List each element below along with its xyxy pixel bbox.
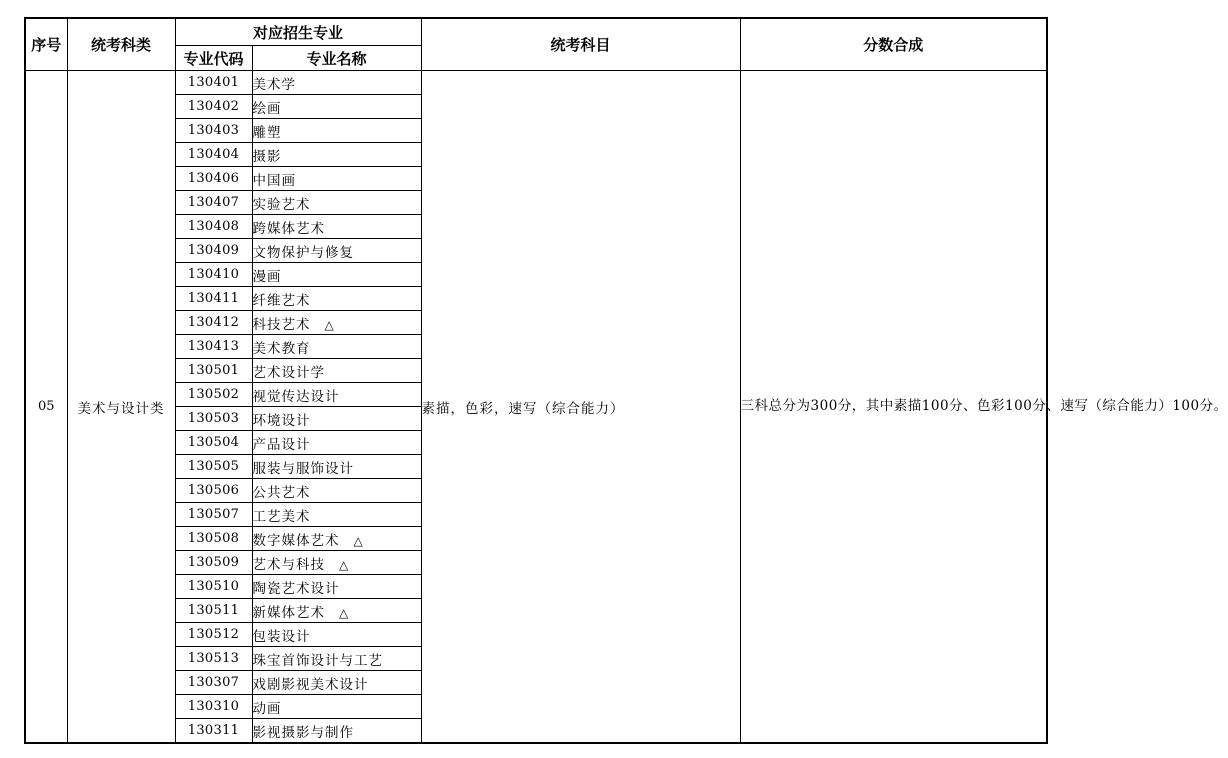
major-name: 文物保护与修复 [252,244,354,261]
major-name: 新媒体艺术 [252,604,325,621]
major-code: 130411 [175,287,252,311]
header-category: 统考科类 [67,18,175,71]
header-name: 专业名称 [252,46,421,71]
major-code: 130402 [175,95,252,119]
major-code: 130512 [175,623,252,647]
major-code: 130509 [175,551,252,575]
major-name-cell [252,623,421,647]
major-name-cell [252,215,421,239]
major-name-cell [252,263,421,287]
major-code: 130307 [175,671,252,695]
major-name: 视觉传达设计 [252,388,340,405]
major-code: 130511 [175,599,252,623]
triangle-mark-icon: △ [324,317,335,332]
major-name: 美术学 [252,76,296,93]
major-name-cell [252,335,421,359]
major-name-cell [252,599,421,623]
header-subjects: 统考科目 [421,18,740,71]
major-name: 绘画 [252,100,282,117]
major-code: 130409 [175,239,252,263]
triangle-mark-icon: △ [339,605,350,620]
major-name: 戏剧影视美术设计 [252,676,369,693]
major-name: 纤维艺术 [252,292,311,309]
major-name-cell [252,647,421,671]
table-row [25,71,1047,95]
major-name: 中国画 [252,172,296,189]
major-name: 动画 [252,700,282,717]
row-score: 三科总分为300分，其中素描100分、色彩100分、速写（综合能力）100分。 [740,71,1047,744]
major-code: 130404 [175,143,252,167]
major-name: 服装与服饰设计 [252,460,354,477]
header-seq: 序号 [25,18,67,71]
major-name-cell [252,575,421,599]
major-code: 130310 [175,695,252,719]
major-code: 130408 [175,215,252,239]
major-name-cell [252,407,421,431]
major-name: 跨媒体艺术 [252,220,325,237]
row-category: 美术与设计类 [67,71,175,744]
major-code: 130507 [175,503,252,527]
major-code: 130412 [175,311,252,335]
major-name-cell [252,191,421,215]
major-name: 摄影 [252,148,282,165]
major-code: 130403 [175,119,252,143]
major-code: 130502 [175,383,252,407]
major-code: 130311 [175,719,252,744]
major-name-cell [252,311,421,335]
major-name-cell [252,503,421,527]
major-name: 珠宝首饰设计与工艺 [252,652,383,669]
major-code: 130504 [175,431,252,455]
major-name-cell [252,431,421,455]
major-name-cell [252,695,421,719]
major-name: 艺术与科技 [252,556,325,573]
major-name-cell [252,167,421,191]
major-name: 实验艺术 [252,196,311,213]
major-name-cell [252,719,421,744]
major-code: 130401 [175,71,252,95]
major-name: 产品设计 [252,436,311,453]
admission-table [24,17,1228,744]
major-code: 130413 [175,335,252,359]
header-score: 分数合成 [740,18,1047,71]
major-name-cell [252,671,421,695]
major-name-cell [252,95,421,119]
major-name: 工艺美术 [252,508,311,525]
major-code: 130506 [175,479,252,503]
major-name-cell [252,527,421,551]
major-name: 包装设计 [252,628,311,645]
major-name-cell [252,383,421,407]
major-name: 影视摄影与制作 [252,724,354,741]
major-name: 艺术设计学 [252,364,325,381]
major-code: 130406 [175,167,252,191]
major-name: 数字媒体艺术 [252,532,340,549]
major-name-cell [252,119,421,143]
major-name: 科技艺术 [252,316,311,333]
row-subjects: 素描，色彩，速写（综合能力） [421,71,740,744]
major-name-cell [252,551,421,575]
major-name: 漫画 [252,268,282,285]
major-name-cell [252,359,421,383]
major-name-cell [252,71,421,95]
major-name-cell [252,455,421,479]
header-majors-group: 对应招生专业 [175,18,421,46]
major-name: 陶瓷艺术设计 [252,580,340,597]
header-code: 专业代码 [175,46,252,71]
triangle-mark-icon: △ [353,533,364,548]
major-name-cell [252,143,421,167]
major-name: 环境设计 [252,412,311,429]
triangle-mark-icon: △ [339,557,350,572]
major-code: 130513 [175,647,252,671]
major-name-cell [252,479,421,503]
major-code: 130407 [175,191,252,215]
major-code: 130503 [175,407,252,431]
major-code: 130505 [175,455,252,479]
major-code: 130510 [175,575,252,599]
major-code: 130501 [175,359,252,383]
major-code: 130410 [175,263,252,287]
major-name-cell [252,287,421,311]
table-body [25,71,1228,744]
major-name: 美术教育 [252,340,311,357]
row-seq: 05 [25,71,67,744]
major-code: 130508 [175,527,252,551]
major-name: 公共艺术 [252,484,311,501]
major-name-cell [252,239,421,263]
major-name: 雕塑 [252,124,282,141]
